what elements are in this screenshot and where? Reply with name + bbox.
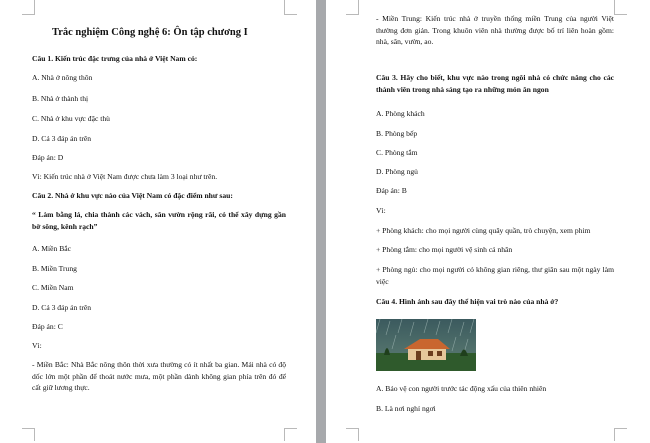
q2-answer: Đáp án: C [32, 322, 63, 331]
q2-explanation-continued: - Miền Trung: Kiến trúc nhà ở truyền thống miền Trung của người Việt thường đơn giản. Trong khuôn viên nhà thường được bố trí liên hoàn gồm: nhà, sân, vườn, ao. [376, 14, 614, 46]
q2-vi-label: Vì: [32, 341, 42, 350]
q1-explanation: Vì: Kiến trúc nhà ở Việt Nam được chưa làm 3 loại như trên. [32, 172, 218, 181]
margin-corner-mark [22, 428, 35, 441]
question-1: Câu 1. Kiến trúc đặc trưng của nhà ở Việt Nam có: [32, 54, 198, 63]
q1-option-d: D. Cả 3 đáp án trên [32, 134, 92, 143]
q3-answer: Đáp án: B [376, 186, 407, 195]
q1-option-a: A. Nhà ở nông thôn [32, 73, 93, 82]
question-3: Câu 3. Hãy cho biết, khu vực nào trong ngôi nhà có chức năng cho các thành viên trong nhà sáng tạo ra những món ăn ngon [376, 73, 614, 94]
q1-answer: Đáp án: D [32, 153, 64, 162]
q2-option-b: B. Miền Trung [32, 264, 77, 273]
margin-corner-mark [284, 428, 297, 441]
q2-option-c: C. Miền Nam [32, 283, 74, 292]
q2-quote: “ Làm bằng lá, chia thành các vách, sân vườn rộng rãi, có thể xây dựng gần bờ sông, kênh rạch” [32, 210, 286, 231]
q2-option-d: D. Cả 3 đáp án trên [32, 303, 92, 312]
q3-explanation-3: + Phòng ngủ: cho mọi người có không gian riêng, thư giãn sau một ngày làm việc [376, 265, 614, 286]
document-page-left [0, 0, 316, 443]
question-4: Câu 4. Hình ảnh sau đây thể hiện vai trò nào của nhà ở? [376, 297, 559, 306]
q3-explanation-2: + Phòng tắm: cho mọi người vệ sinh cá nhân [376, 245, 513, 254]
q4-option-a: A. Bảo vệ con người trước tác động xấu của thiên nhiên [376, 384, 547, 393]
margin-corner-mark [22, 0, 35, 15]
q1-option-b: B. Nhà ở thành thị [32, 94, 89, 103]
document-page-right [326, 0, 650, 443]
q3-option-d: D. Phòng ngủ [376, 167, 418, 176]
q3-option-c: C. Phòng tắm [376, 148, 418, 157]
margin-corner-mark [284, 0, 297, 15]
question-2: Câu 2. Nhà ở khu vực nào của Việt Nam có đặc điểm như sau: [32, 191, 233, 200]
q3-option-b: B. Phòng bếp [376, 129, 418, 138]
q1-option-c: C. Nhà ở khu vực đặc thù [32, 114, 110, 123]
q3-option-a: A. Phòng khách [376, 109, 425, 118]
margin-corner-mark [614, 428, 627, 441]
q2-explanation: - Miền Bắc: Nhà Bắc nông thôn thời xưa thường có ít nhất ba gian. Mái nhà có độ dốc lớn một phần để thoát nước mưa, một phần dành không gian phía trên đó để cất giữ lương thực. [32, 360, 286, 392]
storm-house-illustration [376, 319, 476, 371]
q3-vi-label: Vì: [376, 206, 386, 215]
margin-corner-mark [346, 428, 359, 441]
page-gap [316, 0, 326, 443]
document-title: Trắc nghiệm Công nghệ 6: Ôn tập chương I [52, 27, 248, 38]
q4-option-b: B. Là nơi nghỉ ngơi [376, 404, 436, 413]
margin-corner-mark [614, 0, 627, 15]
q2-option-a: A. Miền Bắc [32, 244, 72, 253]
q3-explanation-1: + Phòng khách: cho mọi người cùng quây quần, trò chuyện, xem phim [376, 226, 591, 235]
margin-corner-mark [346, 0, 359, 15]
